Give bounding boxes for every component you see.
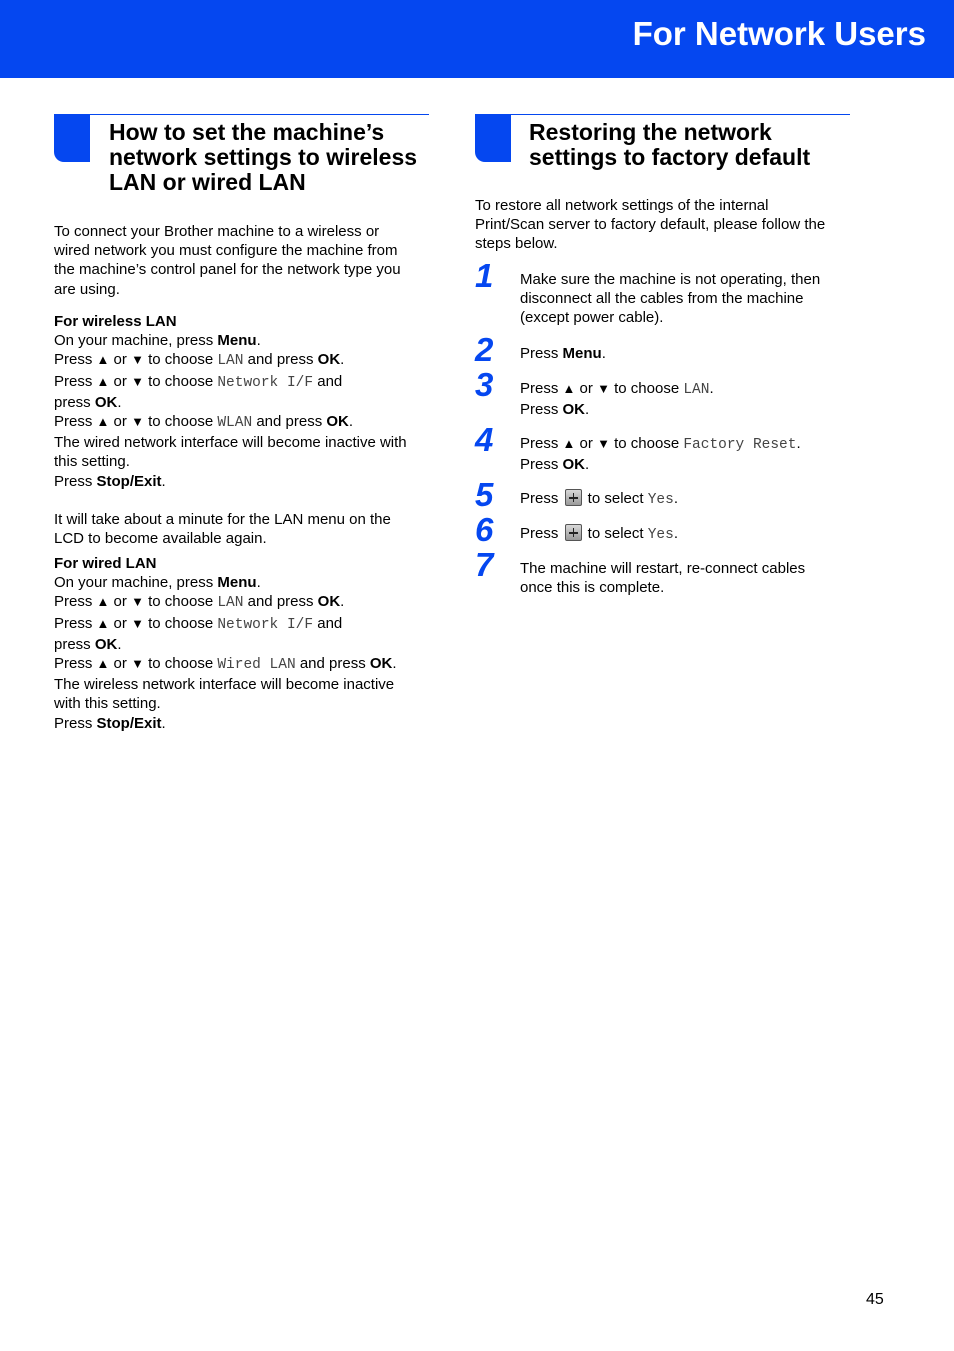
step-text: Press ▲ or ▼ to choose Factory Reset. Press OK.: [520, 435, 801, 474]
note-line: It will take about a minute for the LAN menu on the: [54, 511, 391, 529]
page-title: For Network Users: [632, 15, 926, 52]
plus-key-icon: [565, 489, 582, 506]
heading-line: LAN or wired LAN: [109, 169, 306, 195]
section-rule-left: [54, 114, 429, 115]
step-text: Press to select Yes.: [520, 490, 678, 508]
step-number: 7: [475, 546, 494, 583]
instruction-line: press OK.: [54, 393, 122, 411]
section-marker-right: [475, 115, 511, 162]
step-number: 5: [475, 476, 494, 513]
instruction-line: with this setting.: [54, 695, 161, 713]
down-arrow-icon: ▼: [131, 656, 144, 672]
section-rule-right: [475, 114, 850, 115]
step-number: 4: [475, 421, 494, 458]
step-text: Press Menu.: [520, 345, 606, 362]
down-arrow-icon: ▼: [131, 594, 144, 610]
intro-line: To restore all network settings of the internal: [475, 197, 769, 214]
heading-line: network settings to wireless: [109, 144, 418, 170]
plus-key-icon: [565, 524, 582, 541]
intro-line: wired network you must configure the machine from: [54, 242, 398, 260]
lcd-option: Network I/F: [217, 374, 314, 391]
lcd-option: WLAN: [217, 415, 253, 432]
heading-line: settings to factory default: [529, 144, 811, 170]
instruction-line: On your machine, press Menu.: [54, 332, 261, 350]
down-arrow-icon: ▼: [131, 352, 144, 368]
down-arrow-icon: ▼: [131, 414, 144, 430]
note-line: LCD to become available again.: [54, 530, 267, 548]
intro-line: Print/Scan server to factory default, please follow the: [475, 216, 826, 234]
right-intro: [475, 196, 853, 254]
instruction-line: On your machine, press Menu.: [54, 574, 261, 592]
up-arrow-icon: ▲: [96, 656, 110, 672]
lcd-option: Factory Reset: [683, 437, 797, 453]
step-number: 2: [475, 331, 494, 368]
wired-lan-instructions: [54, 554, 434, 733]
intro-line: steps below.: [475, 235, 558, 253]
up-arrow-icon: ▲: [96, 594, 110, 610]
left-intro: [54, 222, 434, 299]
heading-line: Restoring the network: [529, 119, 772, 145]
intro-line: To connect your Brother machine to a wireless or: [54, 223, 380, 240]
section-heading-factory-reset: [529, 120, 810, 170]
instruction-line: Press ▲ or ▼ to choose Network I/F and: [54, 614, 343, 633]
lcd-option: Yes: [647, 492, 674, 508]
step-text: Make sure the machine is not operating, then disconnect all the cables from the machine (except power cable).: [520, 271, 821, 327]
subheading-wired: For wired LAN: [54, 555, 157, 572]
lcd-option: Network I/F: [217, 616, 314, 633]
section-marker-left: [54, 115, 90, 162]
step-text: The machine will restart, re-connect cables once this is complete.: [520, 560, 806, 597]
up-arrow-icon: ▲: [562, 381, 576, 396]
lcd-option: LAN: [683, 382, 710, 398]
page-number: 45: [866, 1291, 884, 1308]
instruction-line: The wireless network interface will become inactive: [54, 676, 395, 694]
down-arrow-icon: ▼: [597, 381, 610, 396]
instruction-line: Press ▲ or ▼ to choose WLAN and press OK.: [54, 413, 354, 432]
intro-line: the machine’s control panel for the network type you: [54, 261, 401, 279]
instruction-line: The wired network interface will become inactive with: [54, 434, 407, 452]
up-arrow-icon: ▲: [96, 414, 110, 430]
instruction-line: Press ▲ or ▼ to choose LAN and press OK.: [54, 351, 345, 370]
step-text: Press ▲ or ▼ to choose LAN. Press OK.: [520, 380, 714, 419]
up-arrow-icon: ▲: [96, 615, 110, 631]
down-arrow-icon: ▼: [131, 373, 144, 389]
step-number: 3: [475, 366, 494, 403]
up-arrow-icon: ▲: [562, 436, 576, 451]
lcd-option: LAN: [217, 353, 244, 370]
up-arrow-icon: ▲: [96, 352, 110, 368]
step-number: 6: [475, 511, 494, 548]
subheading-wireless: For wireless LAN: [54, 313, 177, 330]
instruction-line: this setting.: [54, 453, 130, 471]
down-arrow-icon: ▼: [597, 436, 610, 451]
instruction-line: Press ▲ or ▼ to choose LAN and press OK.: [54, 593, 345, 612]
instruction-line: press OK.: [54, 635, 122, 653]
instruction-line: Press ▲ or ▼ to choose Wired LAN and press OK.: [54, 655, 397, 674]
step-text: Press to select Yes.: [520, 525, 678, 543]
step-number: 1: [475, 257, 494, 294]
intro-line: are using.: [54, 280, 120, 298]
lcd-option: Wired LAN: [217, 657, 296, 674]
instruction-line: Press Stop/Exit.: [54, 714, 166, 732]
instruction-line: Press ▲ or ▼ to choose Network I/F and: [54, 372, 343, 391]
instruction-line: Press Stop/Exit.: [54, 472, 166, 490]
down-arrow-icon: ▼: [131, 615, 144, 631]
lcd-option: LAN: [217, 595, 244, 612]
lcd-option: Yes: [647, 527, 674, 543]
heading-line: How to set the machine’s: [109, 119, 385, 145]
up-arrow-icon: ▲: [96, 373, 110, 389]
wireless-lan-instructions: [54, 312, 434, 548]
section-heading-wireless-setup: [109, 120, 417, 195]
